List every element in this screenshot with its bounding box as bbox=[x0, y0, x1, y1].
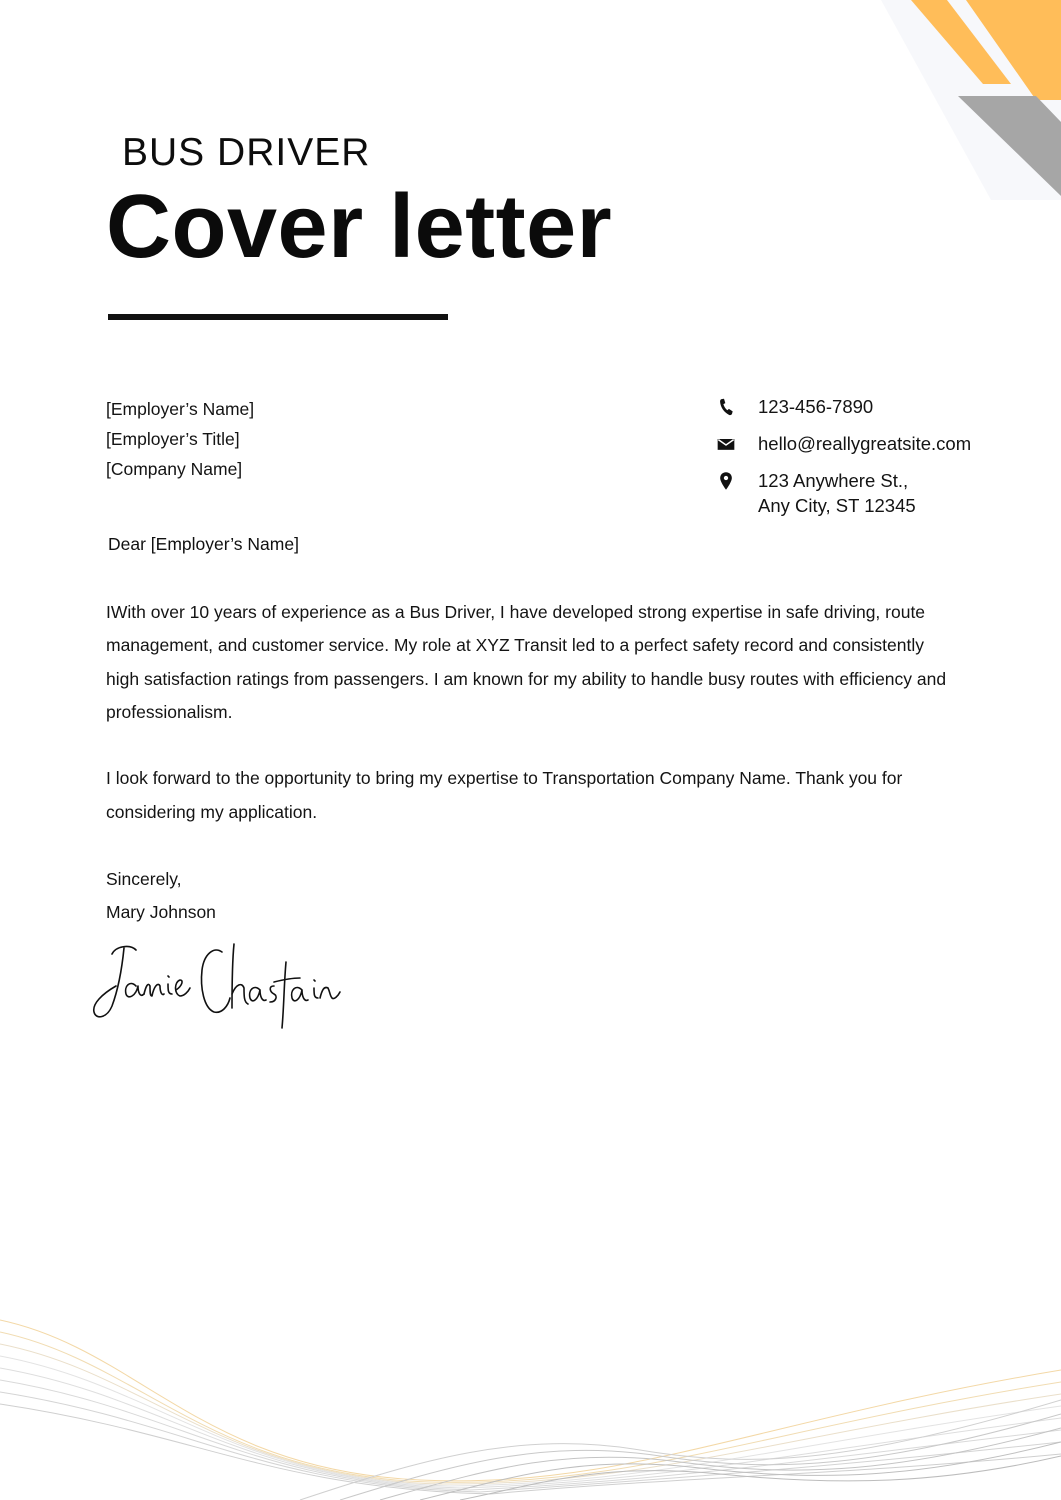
address-line-1: 123 Anywhere St., bbox=[758, 470, 909, 491]
wave-decoration bbox=[0, 1310, 1061, 1500]
title-underline bbox=[108, 314, 448, 320]
location-pin-icon bbox=[716, 471, 736, 491]
contact-email bbox=[716, 431, 971, 456]
contact-phone bbox=[716, 394, 971, 419]
handwritten-signature bbox=[86, 934, 346, 1029]
contact-block bbox=[716, 394, 971, 530]
contact-address bbox=[716, 468, 971, 518]
letter-paragraph-2: I look forward to the opportunity to bring my expertise to Transportation Company Name. Thank you for considering my application. bbox=[106, 768, 903, 822]
closing-phrase: Sincerely, bbox=[106, 869, 182, 889]
employer-title: [Employer’s Title] bbox=[106, 429, 240, 449]
job-title: BUS DRIVER bbox=[122, 131, 371, 174]
recipient-block bbox=[106, 394, 254, 484]
letter-closing bbox=[106, 863, 216, 929]
letter-paragraph-1: IWith over 10 years of experience as a Bus Driver, I have developed strong expertise in safe driving, route management, and customer service. My role at XYZ Transit led to a perfect safety record and consistently high satisfaction ratings from passengers. I am known for my ability to handle busy routes with efficiency and professionalism. bbox=[106, 602, 947, 722]
phone-number: 123-456-7890 bbox=[758, 396, 874, 417]
address-line-2: Any City, ST 12345 bbox=[758, 495, 916, 516]
letter-greeting: Dear [Employer’s Name] bbox=[108, 534, 299, 554]
mail-icon bbox=[716, 434, 736, 454]
sender-name: Mary Johnson bbox=[106, 902, 216, 922]
email-address: hello@reallygreatsite.com bbox=[758, 433, 972, 454]
company-name: [Company Name] bbox=[106, 459, 243, 479]
page-title: Cover letter bbox=[106, 177, 613, 277]
employer-name: [Employer’s Name] bbox=[106, 399, 255, 419]
letter-body bbox=[106, 596, 956, 862]
phone-icon bbox=[716, 397, 736, 417]
corner-decoration bbox=[761, 0, 1061, 220]
